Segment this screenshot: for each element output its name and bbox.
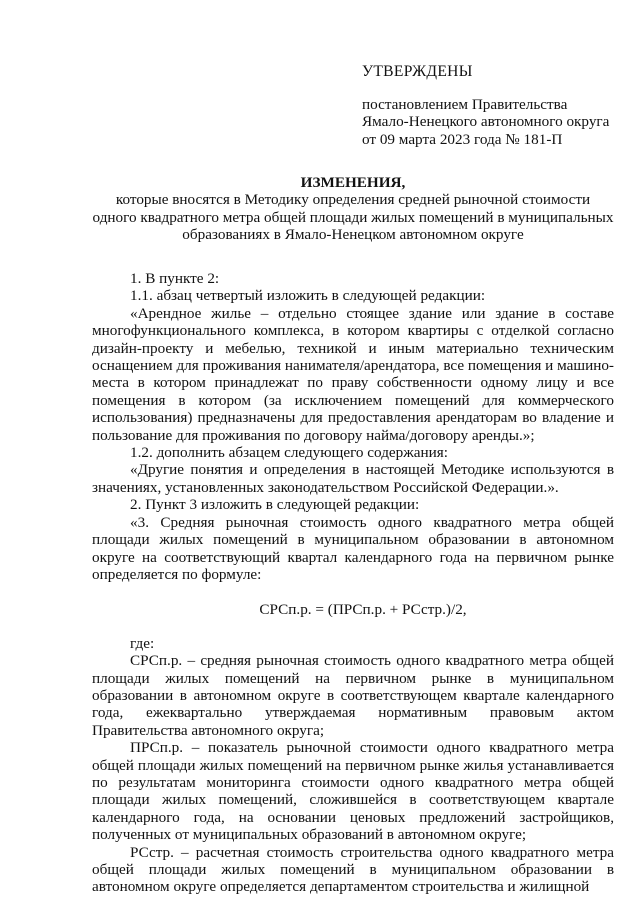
paragraph: СРСп.р. – средняя рыночная стоимость одного квадратного метра общей площади жилых помещений на первичном рынке в муниципальном образовании в автономном округе в соответствующем квартале календарного года, ежеквартально утверждаемая нормативным правовым актом Правительства автономного округа;	[92, 652, 614, 739]
paragraph: РСстр. – расчетная стоимость строительства одного квадратного метра общей площади жилых помещений в муниципальном образовании в автономном округе определяется департаментом строительства и жилищной	[92, 843, 614, 896]
paragraph: 1. В пункте 2:	[130, 270, 220, 287]
resolution-reference	[362, 96, 622, 148]
title-line: образованиях в Ямало-Ненецком автономном округе	[182, 226, 524, 244]
title-line: одного квадратного метра общей площади жилых помещений в муниципальных	[92, 208, 614, 226]
resolution-line: от 09 марта 2023 года № 181-П	[362, 130, 563, 148]
paragraph: 2. Пункт 3 изложить в следующей редакции:	[130, 496, 420, 514]
paragraph: ПРСп.р. – показатель рыночной стоимости одного квадратного метра общей площади жилых помещений на первичном рынке жилья устанавливается по результатам мониторинга стоимости одного квадратного метра общей площади жилых помещений, сложившейся в соответствующем квартале календарного года, на основании ценовых предложений застройщиков, полученных от муниципальных образований в автономном округе;	[92, 739, 614, 844]
document-title	[92, 174, 614, 244]
paragraph: где:	[130, 634, 155, 652]
paragraph: «Другие понятия и определения в настоящей Методике используются в значениях, установленных законодательством Российской Федерации.».	[92, 461, 614, 496]
title-line: которые вносятся в Методику определения средней рыночной стоимости	[115, 191, 591, 209]
paragraph: «Арендное жилье – отдельно стоящее здание или здание в составе многофункционального комплекса, в котором квартиры с отделкой согласно дизайн-проекту и мебелью, техникой и иным материально техническим оснащением для проживания нанимателя/арендатора, все помещения и машино-места в котором принадлежат по праву собственности одному лицу и все помещения в котором (за исключением помещений для коммерческого использования) предназначены для предоставления арендаторам во владение и пользование для проживания по договору найма/договору аренды.»;	[92, 304, 614, 444]
paragraph: 1.1. абзац четвертый изложить в следующей редакции:	[130, 287, 486, 305]
paragraph: «3. Средняя рыночная стоимость одного квадратного метра общей площади жилых помещений в муниципальном образовании в автономном округе на соответствующий квартал календарного года на первичном рынке определяется по формуле:	[92, 513, 614, 583]
approval-stamp-heading: УТВЕРЖДЕНЫ	[362, 63, 473, 80]
resolution-line: Ямало-Ненецкого автономного округа	[362, 113, 610, 131]
document-body	[92, 270, 614, 896]
paragraph: 1.2. дополнить абзацем следующего содержания:	[130, 444, 448, 462]
resolution-line: постановлением Правительства	[362, 96, 568, 113]
formula: СРСп.р. = (ПРСп.р. + РСстр.)/2,	[259, 601, 467, 619]
title-heading: ИЗМЕНЕНИЯ,	[300, 174, 406, 191]
